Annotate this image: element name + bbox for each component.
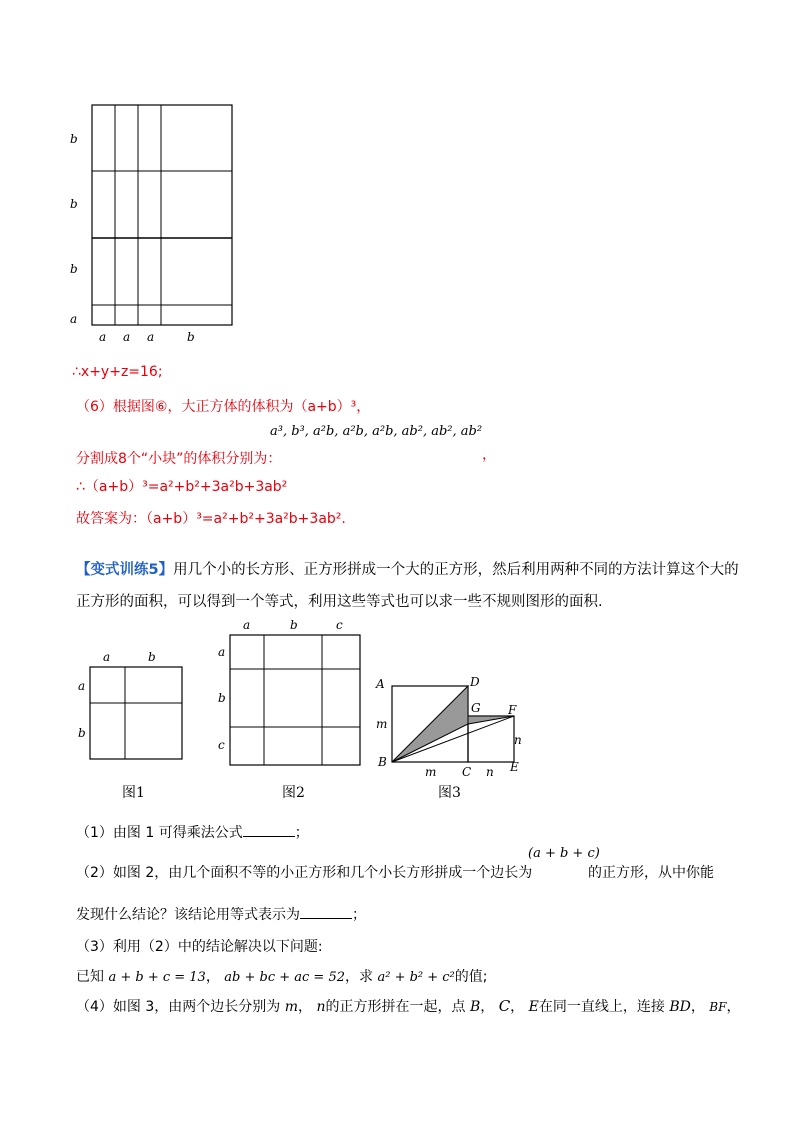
fig1-top-b: b [148,650,156,664]
figure-2 [210,615,370,775]
q4-f: 在同一直线上，连接 [538,999,665,1015]
exercise-intro-text-1: 用几个小的长方形、正方形拼成一个大的正方形，然后利用两种不同的方法计算这个大的 [173,562,739,578]
fig-top-bottom-b: b [187,330,195,344]
fig3-label-n-right: n [514,733,522,747]
fig-top-label-b1: b [70,132,78,146]
question-4 [76,996,740,1016]
q3-formula-1: a + b + c = 13 [108,970,206,985]
fig3-point-G: G [471,701,481,715]
question-2-text-a: （2）如图 2，由几个面积不等的小正方形和几个小长方形拼成一个边长为 [76,865,533,881]
solution-line-1: ∴x+y+z=16; [72,364,163,380]
fig2-top-c: c [336,618,343,632]
q4-h: ， [726,999,741,1015]
q4-c: 的正方形拼在一起，点 [325,999,466,1015]
q1-answer-blank[interactable] [243,824,295,837]
fig3-point-E: E [510,760,519,774]
q2-line2-end: ； [352,907,366,923]
q3-end: 的值; [454,969,488,985]
fig3-label-m-bottom: m [425,765,437,779]
q1-end: ； [294,825,309,841]
exercise-tag: 【变式训练5】 [76,562,174,578]
fig1-top-a: a [103,650,111,664]
question-2-formula: (a + b + c) [528,846,600,861]
solution-line-3-end: ， [482,447,496,463]
figure-3 [370,670,535,782]
q3-formula-2: ab + bc + ac = 52 [224,970,346,985]
exercise-intro-1 [76,558,739,579]
figure-1 [70,645,200,775]
question-2-text-b: 的正方形，从中你能 [588,865,714,881]
solution-line-4: ∴（a+b）³=a²+b²+3a²b+3ab² [76,479,288,495]
fig1-caption: 图1 [122,785,145,801]
solution-line-3 [76,448,281,468]
fig3-caption: 图3 [438,785,461,801]
fig2-caption: 图2 [282,785,305,801]
q4-d: ， [480,999,495,1015]
solution-line-3-text: 分割成8个“小块”的体积分别为： [76,451,282,467]
fig1-left-a: a [78,679,86,693]
fig-top-bottom-a1: a [99,330,107,344]
fig1-left-b: b [78,726,86,740]
q4-n: n [316,999,326,1015]
q3-mid: ，求 [345,969,374,985]
fig2-top-a: a [243,618,251,632]
q4-g: ， [690,999,705,1015]
fig3-label-m-left: m [376,717,388,731]
fig-top-label-b2: b [70,197,78,211]
fig3-label-n-bottom: n [486,765,494,779]
q3-given-a: 已知 [76,969,104,985]
question-3-text: （3）利用（2）中的结论解决以下问题: [76,939,323,955]
fig2-top-b: b [290,618,298,632]
question-2-line-2 [76,904,366,924]
solution-line-5: 故答案为：（a+b）³=a²+b²+3a²b+3ab². [76,511,346,527]
question-3-given [76,966,488,986]
q4-E: E [528,999,539,1015]
q4-BD: BD [669,999,691,1015]
q4-C: C [498,997,511,1015]
figure-top [60,95,250,350]
q4-e: ， [510,999,525,1015]
solution-volume-formula: a³, b³, a²b, a²b, a²b, ab², ab², ab² [270,424,483,439]
fig-top-bottom-a2: a [123,330,131,344]
fig2-left-b: b [218,691,226,705]
q3-sep: ， [205,969,220,985]
fig-top-label-b3: b [70,262,78,276]
fig3-point-F: F [508,703,517,717]
exercise-intro-2: 正方形的面积，可以得到一个等式，利用这些等式也可以求一些不规则图形的面积. [76,594,603,610]
question-1 [76,822,309,842]
solution-line-2: （6）根据图⑥，大正方体的体积为（a+b）³， [76,399,371,415]
fig3-point-D: D [470,675,480,689]
q1-text: （1）由图 1 可得乘法公式 [76,825,243,841]
fig3-point-A: A [376,677,385,691]
q4-a: （4）如图 3，由两个边长分别为 [76,999,281,1015]
fig3-point-B: B [378,755,387,769]
fig-top-bottom-a3: a [147,330,155,344]
fig2-left-c: c [218,738,225,752]
q2-answer-blank[interactable] [300,906,352,919]
q4-B: B [469,999,481,1015]
fig3-point-C: C [462,765,472,779]
fig2-left-a: a [218,645,226,659]
q4-BF: BF [709,1000,727,1014]
fig-top-label-a1: a [70,312,78,326]
q4-b: ， [298,999,312,1015]
q4-m: m [284,999,298,1015]
q2-line2-text: 发现什么结论？该结论用等式表示为 [76,907,300,923]
q3-formula-3: a² + b² + c² [377,970,455,985]
